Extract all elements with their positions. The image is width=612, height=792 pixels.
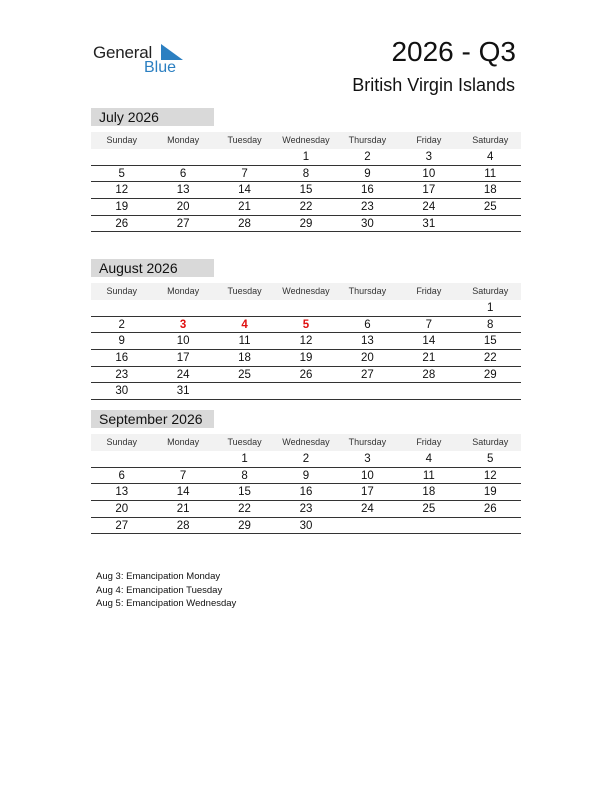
- day-cell: [337, 300, 398, 316]
- day-cell: 16: [299, 486, 313, 499]
- logo-blue-text: Blue: [144, 59, 177, 76]
- day-cell: 17: [422, 184, 436, 197]
- weekday-header: Thursday: [348, 135, 387, 145]
- day-cell: 29: [238, 519, 251, 532]
- day-cell: 14: [238, 184, 251, 197]
- weekday-header-row: [91, 283, 521, 300]
- day-cell: 13: [361, 335, 374, 348]
- day-cell: [460, 518, 521, 534]
- day-cell: [337, 383, 398, 399]
- day-cell: 10: [422, 167, 436, 180]
- week-row: [91, 468, 521, 485]
- day-cell: [214, 149, 275, 165]
- day-cell: 11: [238, 335, 251, 348]
- day-cell: [152, 451, 213, 467]
- day-cell: 13: [176, 184, 190, 197]
- day-cell: 19: [483, 486, 497, 499]
- day-cell: 23: [299, 503, 313, 516]
- week-row: [91, 199, 521, 216]
- weekday-header: Monday: [167, 437, 200, 447]
- day-cell: 25: [238, 368, 251, 381]
- day-cell: 17: [361, 486, 374, 499]
- week-row: [91, 166, 521, 183]
- weekday-header-row: [91, 132, 521, 149]
- day-cell: 16: [115, 352, 129, 365]
- day-cell: 25: [422, 503, 436, 516]
- day-cell: [398, 518, 459, 534]
- day-cell: 9: [302, 469, 310, 482]
- day-cell: [398, 300, 459, 316]
- day-cell: [275, 383, 336, 399]
- day-cell: 1: [241, 453, 248, 465]
- day-cell: 19: [115, 201, 129, 214]
- day-cell: 28: [176, 519, 190, 532]
- week-row: [91, 317, 521, 334]
- day-cell: 15: [299, 184, 313, 197]
- day-cell: 9: [364, 167, 371, 180]
- month-calendar-august: [91, 259, 521, 400]
- day-cell: [152, 149, 213, 165]
- week-row: [91, 216, 521, 233]
- day-cell: 4: [487, 151, 494, 163]
- day-cell: 25: [483, 201, 497, 214]
- day-cell: 21: [422, 352, 436, 365]
- day-cell: 18: [238, 352, 251, 365]
- day-cell: 29: [299, 217, 313, 230]
- day-cell: 22: [238, 503, 251, 516]
- weekday-header: Sunday: [106, 135, 137, 145]
- week-row: [91, 149, 521, 166]
- day-cell: 5: [118, 167, 125, 180]
- day-cell: 18: [422, 486, 436, 499]
- day-cell: 28: [238, 217, 251, 230]
- day-cell: 24: [422, 201, 436, 214]
- weekday-header: Tuesday: [227, 437, 262, 447]
- day-cell: [214, 383, 275, 399]
- day-cell: 27: [115, 519, 129, 532]
- day-cell: 27: [361, 368, 374, 381]
- day-cell: 26: [115, 217, 129, 230]
- holiday-note: Aug 3: Emancipation Monday: [96, 571, 221, 582]
- week-row: [91, 501, 521, 518]
- day-cell: 6: [364, 318, 371, 331]
- holiday-day-cell: 3: [179, 318, 187, 331]
- day-cell: 2: [364, 151, 371, 163]
- week-row: [91, 451, 521, 468]
- day-cell: 22: [483, 352, 497, 365]
- day-cell: 8: [241, 469, 248, 482]
- day-cell: 1: [302, 151, 310, 163]
- day-cell: 24: [361, 503, 374, 516]
- weekday-header: Thursday: [348, 286, 387, 296]
- day-cell: 18: [483, 184, 497, 197]
- day-cell: [152, 300, 213, 316]
- day-cell: 21: [176, 503, 190, 516]
- day-cell: 30: [299, 519, 313, 532]
- holiday-day-cell: 4: [241, 318, 248, 331]
- weekday-header-row: [91, 434, 521, 451]
- weekday-header: Friday: [416, 437, 442, 447]
- day-cell: [460, 216, 521, 232]
- day-cell: 15: [238, 486, 251, 499]
- day-cell: [460, 383, 521, 399]
- week-row: [91, 383, 521, 400]
- day-cell: 8: [487, 318, 494, 331]
- day-cell: [275, 300, 336, 316]
- day-cell: 26: [483, 503, 497, 516]
- weekday-header: Wednesday: [282, 135, 330, 145]
- day-cell: 31: [176, 385, 190, 398]
- week-row: [91, 300, 521, 317]
- day-cell: [91, 451, 152, 467]
- day-cell: 9: [118, 335, 125, 348]
- day-cell: 3: [425, 151, 433, 163]
- day-cell: 7: [425, 318, 433, 331]
- holiday-note: Aug 4: Emancipation Tuesday: [96, 584, 223, 596]
- week-row: [91, 182, 521, 199]
- month-label: September 2026: [91, 410, 214, 428]
- day-cell: 19: [299, 352, 313, 365]
- holiday-notes: [96, 570, 236, 611]
- day-cell: 20: [361, 352, 374, 365]
- day-cell: 3: [364, 453, 371, 465]
- day-cell: 5: [487, 453, 494, 465]
- day-cell: 23: [115, 368, 129, 381]
- day-cell: 12: [483, 469, 497, 482]
- month-label: July 2026: [91, 108, 214, 126]
- day-cell: [91, 300, 152, 316]
- day-cell: 2: [302, 453, 310, 465]
- day-cell: 12: [299, 335, 313, 348]
- weekday-header: Sunday: [106, 437, 137, 447]
- weekday-header: Saturday: [472, 135, 509, 145]
- weekday-header: Wednesday: [282, 286, 330, 296]
- day-cell: 20: [176, 201, 190, 214]
- holiday-note: Aug 5: Emancipation Wednesday: [96, 598, 237, 609]
- day-cell: 12: [115, 184, 129, 197]
- page-title: 2026 - Q3: [391, 36, 516, 67]
- day-cell: 31: [422, 217, 436, 230]
- day-cell: 6: [118, 469, 125, 482]
- day-cell: 10: [176, 335, 190, 348]
- day-cell: 11: [422, 469, 435, 482]
- week-row: [91, 367, 521, 384]
- country-subtitle: British Virgin Islands: [352, 75, 515, 95]
- logo-general-text: General: [93, 43, 153, 62]
- day-cell: 8: [302, 167, 310, 180]
- day-cell: 22: [299, 201, 313, 214]
- day-cell: [337, 518, 398, 534]
- day-cell: [398, 383, 459, 399]
- day-cell: 11: [484, 167, 497, 180]
- month-calendar-september: [91, 410, 521, 534]
- day-cell: 20: [115, 503, 129, 516]
- month-label: August 2026: [91, 259, 214, 277]
- weekday-header: Friday: [416, 286, 442, 296]
- day-cell: 23: [361, 201, 374, 214]
- day-cell: 4: [425, 453, 433, 465]
- day-cell: 26: [299, 368, 313, 381]
- day-cell: 16: [361, 184, 374, 197]
- month-calendar-july: [91, 108, 521, 232]
- weekday-header: Sunday: [106, 286, 137, 296]
- day-cell: 28: [422, 368, 436, 381]
- week-row: [91, 484, 521, 501]
- day-cell: 10: [361, 469, 374, 482]
- day-cell: [214, 300, 275, 316]
- day-cell: 24: [176, 368, 190, 381]
- day-cell: 13: [115, 486, 129, 499]
- day-cell: 27: [176, 217, 190, 230]
- weekday-header: Monday: [167, 286, 200, 296]
- weekday-header: Tuesday: [227, 135, 262, 145]
- weekday-header: Thursday: [348, 437, 387, 447]
- weekday-header: Saturday: [472, 286, 509, 296]
- holiday-day-cell: 5: [302, 318, 310, 331]
- day-cell: 6: [179, 167, 187, 180]
- weekday-header: Monday: [167, 135, 200, 145]
- day-cell: 14: [176, 486, 190, 499]
- weekday-header: Tuesday: [227, 286, 262, 296]
- day-cell: 30: [361, 217, 374, 230]
- day-cell: 7: [179, 469, 187, 482]
- weekday-header: Friday: [416, 135, 442, 145]
- day-cell: 1: [487, 302, 494, 314]
- day-cell: 29: [483, 368, 497, 381]
- day-cell: 17: [176, 352, 190, 365]
- day-cell: 15: [483, 335, 497, 348]
- weekday-header: Saturday: [472, 437, 509, 447]
- day-cell: 14: [422, 335, 436, 348]
- week-row: [91, 518, 521, 535]
- day-cell: [91, 149, 152, 165]
- day-cell: 30: [115, 385, 129, 398]
- weekday-header: Wednesday: [282, 437, 330, 447]
- logo: [93, 40, 193, 80]
- day-cell: 2: [118, 318, 125, 331]
- week-row: [91, 350, 521, 367]
- week-row: [91, 333, 521, 350]
- day-cell: 7: [241, 167, 248, 180]
- day-cell: 21: [238, 201, 251, 214]
- logo-triangle-icon: [161, 44, 183, 60]
